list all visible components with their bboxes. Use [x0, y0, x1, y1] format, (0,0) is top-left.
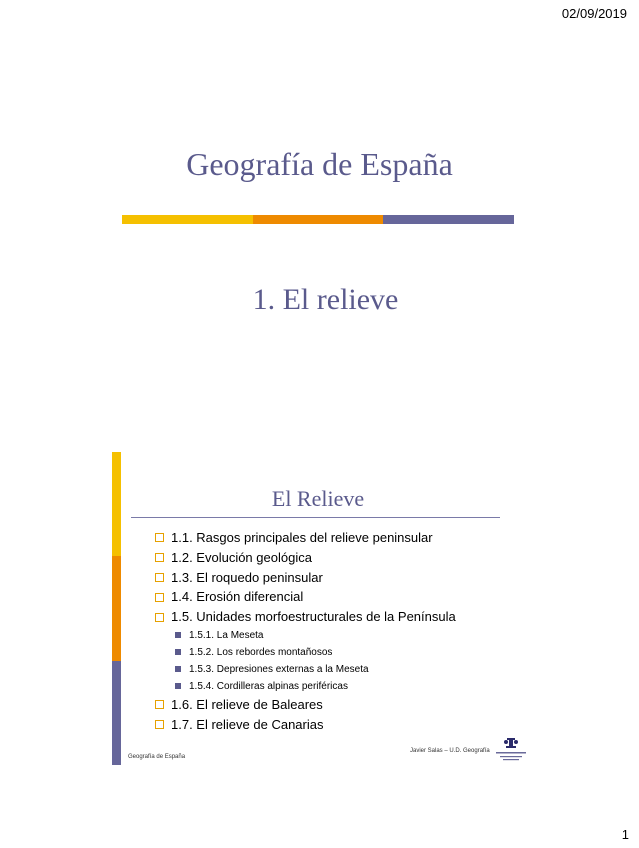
bar-segment-yellow: [122, 215, 253, 224]
page-number: 1: [621, 827, 629, 842]
tricolor-bar: [122, 215, 514, 224]
sub-list-item-label: 1.5.2. Los rebordes montañosos: [189, 646, 333, 658]
list-item-label: 1.2. Evolución geológica: [171, 549, 312, 565]
slide-title: El Relieve: [271, 486, 365, 511]
sidebar-segment-yellow: [112, 452, 121, 556]
sidebar-segment-purple: [112, 661, 121, 765]
square-bullet-icon: [155, 593, 164, 602]
sub-list-item-label: 1.5.4. Cordilleras alpinas periféricas: [189, 680, 348, 692]
slide-footer-right: Javier Salas – U.D. Geografía: [410, 748, 490, 754]
slide-title: Geografía de España: [186, 146, 453, 182]
list-item: [155, 715, 456, 735]
university-logo-icon: [494, 737, 528, 763]
print-date: 02/09/2019: [561, 6, 627, 21]
slide-footer-left: Geografía de España: [128, 754, 186, 760]
sub-list-item: [175, 627, 456, 644]
sub-list-item-label: 1.5.3. Depresiones externas a la Meseta: [189, 663, 369, 675]
slide-subtitle: 1. El relieve: [252, 283, 399, 316]
square-bullet-icon: [155, 613, 164, 622]
sub-list-item: [175, 644, 456, 661]
list-item: [155, 607, 456, 627]
list-item-label: 1.7. El relieve de Canarias: [171, 716, 324, 732]
tricolor-sidebar: [112, 452, 121, 765]
title-underline: [131, 517, 500, 518]
bar-segment-purple: [383, 215, 514, 224]
square-bullet-icon: [155, 573, 164, 582]
filled-square-bullet-icon: [175, 683, 181, 689]
list-item-label: 1.3. El roquedo peninsular: [171, 569, 323, 585]
filled-square-bullet-icon: [175, 666, 181, 672]
square-bullet-icon: [155, 553, 164, 562]
sub-list-item: [175, 661, 456, 678]
list-item-label: 1.4. Erosión diferencial: [171, 589, 304, 605]
sidebar-segment-orange: [112, 556, 121, 660]
list-item: [155, 528, 456, 548]
list-item-label: 1.6. El relieve de Baleares: [171, 696, 323, 712]
bar-segment-orange: [253, 215, 384, 224]
square-bullet-icon: [155, 533, 164, 542]
sub-list-item: [175, 678, 456, 695]
square-bullet-icon: [155, 700, 164, 709]
list-item-label: 1.1. Rasgos principales del relieve peninsular: [171, 530, 433, 545]
filled-square-bullet-icon: [175, 632, 181, 638]
list-item: [155, 568, 456, 588]
topic-list: [155, 528, 456, 735]
sub-list-item-label: 1.5.1. La Meseta: [189, 629, 264, 641]
list-item-label: 1.5. Unidades morfoestructurales de la Península: [171, 609, 456, 625]
square-bullet-icon: [155, 720, 164, 729]
list-item: [155, 548, 456, 568]
list-item: [155, 587, 456, 607]
filled-square-bullet-icon: [175, 649, 181, 655]
list-item: [155, 695, 456, 715]
